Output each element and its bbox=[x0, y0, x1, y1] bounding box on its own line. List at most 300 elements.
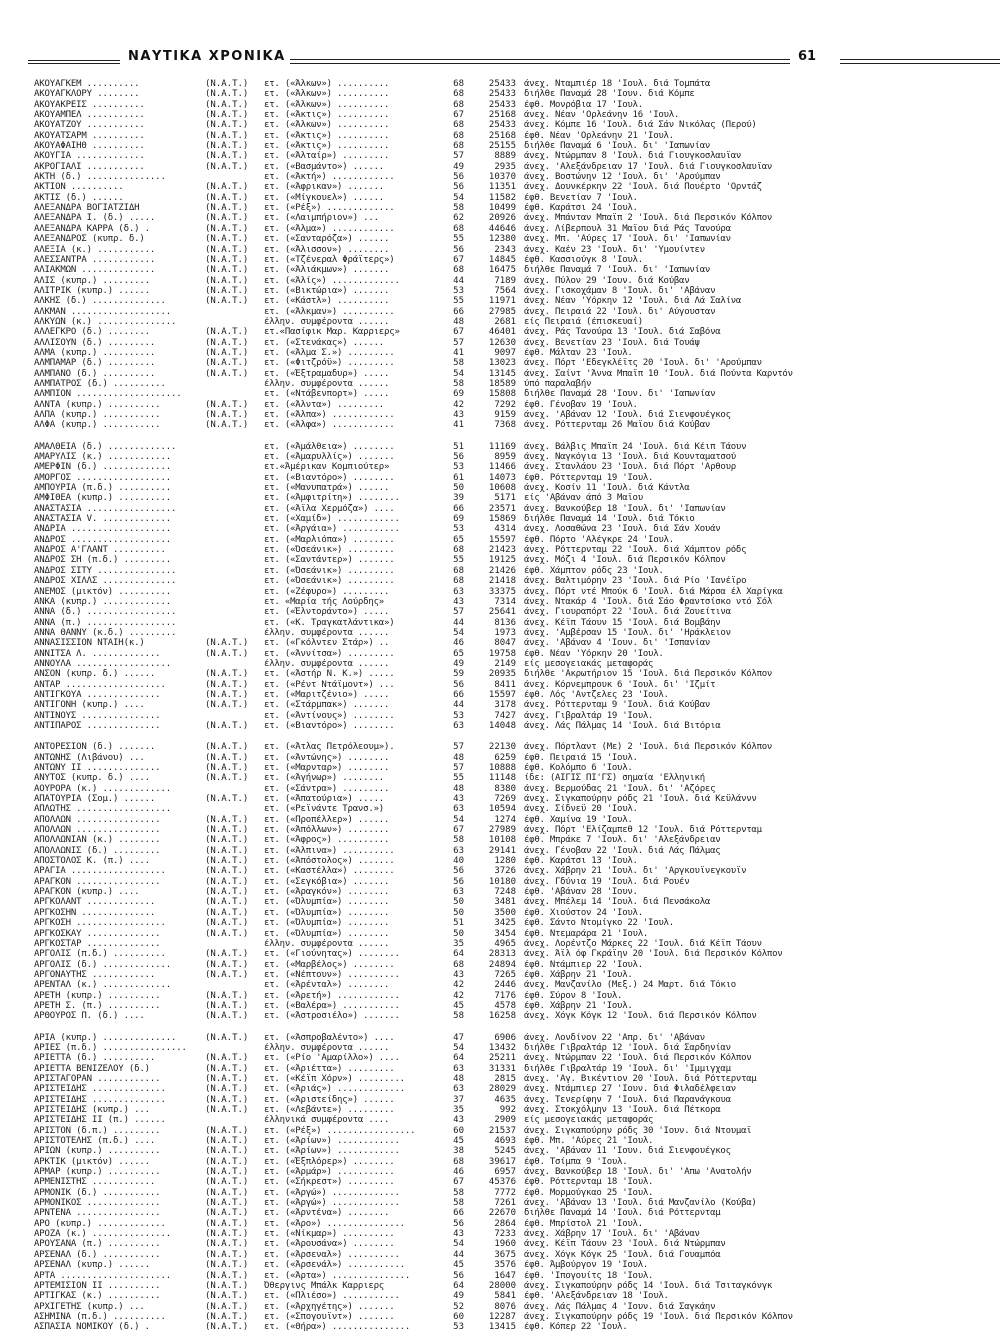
flag-code: (N.A.T.) bbox=[205, 1105, 249, 1115]
ship-name: ΑΠΑΤΟΥΡΙΑ (Σομ.) ...... bbox=[34, 794, 156, 805]
listing-row bbox=[0, 669, 1000, 679]
ship-name: ΑΡΓΚΟΣΚΑΫ .............. bbox=[34, 928, 161, 939]
build-year: 53 bbox=[453, 524, 464, 535]
ship-name: ΑΜΑΡΥΛΙΣ (κ.) ............ bbox=[34, 452, 171, 463]
movement-note: διήλθε Γιβραλτάρ 12 'Ιουλ. διά Σαρδηνίαν bbox=[524, 1042, 731, 1053]
owner-agent: ετ. («Προπέλλερ») ...... bbox=[264, 814, 390, 825]
build-year: 42 bbox=[453, 990, 464, 1001]
build-year: 43 bbox=[453, 596, 464, 607]
listing-row bbox=[0, 680, 1000, 690]
movement-note: άνεχ. Χόγκ Κόγκ 25 'Ιουλ. διά Γουαμπόα bbox=[524, 1249, 721, 1260]
owner-agent: ετ. («Άριστείδης») ...... bbox=[264, 1094, 395, 1105]
tonnage: 7248 bbox=[494, 887, 516, 898]
movement-note: διήλθε 'Ακρωτήριον 15 'Ιουλ. διά Περσικόν Κόλπον bbox=[524, 669, 773, 680]
tonnage: 21423 bbox=[488, 545, 516, 556]
flag-code: (N.A.T.) bbox=[205, 1063, 249, 1074]
ship-name: ΑΝΤΩΝΗΣ (Λιβάνου) ... bbox=[34, 752, 145, 763]
build-year: 69 bbox=[453, 514, 464, 525]
tonnage: 7189 bbox=[494, 275, 516, 286]
tonnage: 1960 bbox=[494, 1239, 516, 1250]
listing-row bbox=[0, 721, 1000, 731]
owner-agent: ετ. («Σαντάντερ») ....... bbox=[264, 555, 395, 566]
movement-note: άνεχ. Κέϊπ Τάουν 23 'Ιουλ. διά Ντώρμπαν bbox=[524, 1239, 726, 1250]
build-year: 56 bbox=[453, 244, 464, 255]
owner-agent: ετ. («Άλντα») ......... bbox=[264, 399, 385, 410]
ship-name: ΑΝΤΙΝΟΥΣ ............... bbox=[34, 710, 161, 721]
build-year: 56 bbox=[453, 876, 464, 887]
owner-agent: ετ. («Βιαντόρο») ........ bbox=[264, 720, 395, 731]
ship-name: ΑΛΚΥΩΝ (κ.) ............... bbox=[34, 316, 177, 327]
tonnage: 7314 bbox=[494, 596, 516, 607]
page-header bbox=[28, 42, 828, 74]
owner-agent: έλλην. συμφέροντα ...... bbox=[264, 378, 390, 389]
tonnage: 8047 bbox=[494, 638, 516, 649]
listing-row bbox=[0, 825, 1000, 835]
tonnage: 29141 bbox=[488, 845, 516, 856]
build-year: 54 bbox=[453, 192, 464, 203]
listing-row bbox=[0, 1208, 1000, 1218]
build-year: 63 bbox=[453, 720, 464, 731]
owner-agent: Όθεργινς Μπάλκ Καρριερς bbox=[264, 1280, 385, 1291]
owner-agent: ετ. («Άφρος») .......... bbox=[264, 835, 390, 846]
flag-code: (N.A.T.) bbox=[205, 763, 249, 773]
build-year: 55 bbox=[453, 234, 464, 245]
owner-agent: ετ. («Κέϊπ Χόρν») ......... bbox=[264, 1073, 405, 1084]
flag-code: (N.A.T.) bbox=[205, 700, 249, 711]
build-year: 42 bbox=[453, 399, 464, 410]
ship-name: ΑΡΤΕΜΙΣΙΟΝ ΙΙ .......... bbox=[34, 1280, 161, 1291]
owner-agent: ετ. («Άλισσον») ........ bbox=[264, 244, 390, 255]
tonnage: 7265 bbox=[494, 969, 516, 980]
ship-name: ΑΛΝΤΑ (κυπρ.) .......... bbox=[34, 399, 161, 410]
tonnage: 4578 bbox=[494, 1000, 516, 1011]
ship-name: ΑΡΕΤΗ Σ. (π.) .......... bbox=[34, 1000, 161, 1011]
listing-row bbox=[0, 742, 1000, 752]
ship-name: ΑΝΝΑΣΙΣΣΙΟΝ ΝΤΑΙΗ(κ.) bbox=[34, 638, 145, 649]
tonnage: 11582 bbox=[488, 192, 516, 203]
tonnage: 10608 bbox=[488, 483, 516, 494]
owner-agent: ετ. («Άστήρ Ν. Κ.») ..... bbox=[264, 669, 395, 680]
owner-agent: ετ. («Άρετή») ............ bbox=[264, 990, 400, 1001]
listing-row bbox=[0, 618, 1000, 628]
listing-row bbox=[0, 1322, 1000, 1332]
tonnage: 13145 bbox=[488, 368, 516, 379]
listing-row bbox=[0, 576, 1000, 586]
movement-note: άνεχ. Πόρτ 'Ελίζαμπεθ 12 'Ιουλ. διά Ρόττερνταμ bbox=[524, 825, 762, 836]
listing-row bbox=[0, 587, 1000, 597]
build-year: 68 bbox=[453, 265, 464, 276]
listing-row bbox=[0, 420, 1000, 430]
flag-code: (N.A.T.) bbox=[205, 1094, 249, 1105]
build-year: 62 bbox=[453, 213, 464, 224]
movement-note: είς Πειραιά (έπισκευαί) bbox=[524, 316, 643, 327]
build-year: 48 bbox=[453, 783, 464, 794]
flag-code: (N.A.T.) bbox=[205, 358, 249, 369]
build-year: 56 bbox=[453, 1270, 464, 1281]
owner-agent: ετ. («Μίγκουελ») ...... bbox=[264, 192, 385, 203]
owner-agent: ετ. («Άκτις») .......... bbox=[264, 141, 390, 152]
build-year: 43 bbox=[453, 969, 464, 980]
owner-agent: ετ. («Άλπινα») .......... bbox=[264, 845, 395, 856]
listing-row bbox=[0, 804, 1000, 814]
tonnage: 16475 bbox=[488, 265, 516, 276]
ship-name: ΑΛΠΑ (κυπρ.) ........... bbox=[34, 410, 161, 420]
flag-code: (N.A.T.) bbox=[205, 856, 249, 867]
ship-name: ΑΚΤΙΟΝ .......... bbox=[34, 182, 124, 193]
flag-code: (N.A.T.) bbox=[205, 285, 249, 296]
build-year: 41 bbox=[453, 347, 464, 358]
listing-row bbox=[0, 79, 1000, 89]
flag-code: (N.A.T.) bbox=[205, 1073, 249, 1084]
ship-name: ΑΝΤΑΡ ................... bbox=[34, 679, 166, 690]
tonnage: 44646 bbox=[488, 223, 516, 234]
flag-code: (N.A.T.) bbox=[205, 1218, 249, 1229]
ship-name: ΑΡΜΟΝΙΚ (δ.) ........... bbox=[34, 1187, 161, 1198]
flag-code: (N.A.T.) bbox=[205, 368, 249, 379]
listing-row bbox=[0, 1043, 1000, 1053]
owner-agent: ετ. («Άλμα Σ.») ......... bbox=[264, 347, 395, 358]
ship-name: ΑΡΓΟΛΙΣ (δ.) ............. bbox=[34, 959, 171, 970]
listing-row bbox=[0, 286, 1000, 296]
listing-row bbox=[0, 773, 1000, 783]
movement-note: άνεχ. Χόγκ Κόγκ 12 'Ιουλ. διά Περσικόν Κόλπον bbox=[524, 1011, 757, 1022]
tonnage: 5171 bbox=[494, 493, 516, 504]
flag-code: (N.A.T.) bbox=[205, 223, 249, 234]
flag-code: (N.A.T.) bbox=[205, 89, 249, 100]
build-year: 42 bbox=[453, 980, 464, 991]
movement-note: άνεχ. Γιβραλτάρ 19 'Ιουλ. bbox=[524, 710, 654, 721]
owner-agent: έλλην. συμφέροντα ...... bbox=[264, 316, 390, 327]
flag-code: (N.A.T.) bbox=[205, 182, 249, 193]
listing-row bbox=[0, 89, 1000, 99]
ship-name: ΑΝΝΙΤΣΑ Λ. ............. bbox=[34, 648, 161, 659]
ship-name: ΑΝΔΡΟΣ ΧΙΛΛΣ .............. bbox=[34, 576, 177, 587]
listing-row bbox=[0, 1115, 1000, 1125]
listing-row bbox=[0, 794, 1000, 804]
listing-row bbox=[0, 835, 1000, 845]
tonnage: 9097 bbox=[494, 347, 516, 358]
ship-name: ΑΝΑΣΤΑΣΙΑ ................. bbox=[34, 503, 177, 514]
ship-name: ΑΛΜΠΑΝΟ (δ.) .......... bbox=[34, 368, 156, 379]
tonnage: 7564 bbox=[494, 285, 516, 296]
tonnage: 21418 bbox=[488, 576, 516, 587]
listing-row bbox=[0, 151, 1000, 161]
owner-agent: ετ. («Ρέξ») ............. bbox=[264, 203, 395, 214]
tonnage: 7176 bbox=[494, 990, 516, 1001]
tonnage: 15808 bbox=[488, 389, 516, 400]
ship-name: ΑΡΜΕΝΙΣΤΗΣ ............ bbox=[34, 1177, 156, 1188]
tonnage: 2343 bbox=[494, 244, 516, 255]
ship-name: ΑΡΘΟΥΡΟΣ Π. (δ.) .... bbox=[34, 1011, 145, 1022]
ship-name: ΑΚΡΟΓΙΑΛΙ ........... bbox=[34, 161, 145, 172]
flag-code: (N.A.T.) bbox=[205, 1229, 249, 1240]
owner-agent: ετ. («Άντώνης») ........ bbox=[264, 752, 390, 763]
tonnage: 3500 bbox=[494, 907, 516, 918]
flag-code: (N.A.T.) bbox=[205, 234, 249, 245]
ship-name: ΑΣΠΑΣΙΑ ΝΟΜΙΚΟΥ (δ.) . bbox=[34, 1322, 150, 1333]
tonnage: 8076 bbox=[494, 1301, 516, 1312]
listing-row bbox=[0, 1167, 1000, 1177]
owner-agent: ετ. («Άγήνωρ») ........ bbox=[264, 773, 385, 784]
listing-row bbox=[0, 763, 1000, 773]
movement-note: έφθ. Μορμούγκαο 25 'Ιουλ. bbox=[524, 1187, 654, 1198]
ship-name: ΑΝΣΟΝ (κυπρ. δ.) ...... bbox=[34, 669, 156, 680]
build-year: 68 bbox=[453, 79, 464, 89]
movement-note: άνεχ. Ντώρμπαν 22 'Ιουλ. διά Περσικόν Κόλπον bbox=[524, 1053, 752, 1064]
owner-agent: ετ. («Χαμίδ») ............ bbox=[264, 514, 400, 525]
owner-agent: ετ. («Άσπροβαλέντο») .... bbox=[264, 1032, 395, 1043]
tonnage: 13023 bbox=[488, 358, 516, 369]
build-year: 53 bbox=[453, 462, 464, 473]
build-year: 39 bbox=[453, 493, 464, 504]
tonnage: 24894 bbox=[488, 959, 516, 970]
tonnage: 4965 bbox=[494, 938, 516, 949]
build-year: 50 bbox=[453, 483, 464, 494]
movement-note: έφθ. Βενετίαν 7 'Ιουλ. bbox=[524, 192, 638, 203]
ship-name: ΑΜΕΡΦΙΝ (δ.) ............. bbox=[34, 462, 171, 473]
ship-name: ΑΡΙΕΤΤΑ ΒΕΝΙΖΕΛΟΥ (δ.) bbox=[34, 1063, 150, 1074]
owner-agent: ετ. («Όσεάνικ») ......... bbox=[264, 565, 395, 576]
owner-agent: ετ. («Φιτζρόϋ») ......... bbox=[264, 358, 395, 369]
tonnage: 4693 bbox=[494, 1136, 516, 1147]
ship-name: ΑΡΙΑ (κυπρ.) .............. bbox=[34, 1032, 177, 1043]
ship-name: ΑΛΜΠΑΤΡΟΣ (δ.) .......... bbox=[34, 378, 166, 389]
movement-note: άνεχ. Βανκούβερ 18 'Ιουλ. δι' 'Απω 'Ανατολήν bbox=[524, 1167, 752, 1178]
listing-row bbox=[0, 1084, 1000, 1094]
owner-agent: ετ. («Ρέντ Ντάϊμοντ») ... bbox=[264, 679, 395, 690]
listing-row bbox=[0, 442, 1000, 452]
listing-row bbox=[0, 338, 1000, 348]
owner-agent: έλλην. συμφέροντα ...... bbox=[264, 658, 390, 669]
flag-code: (N.A.T.) bbox=[205, 141, 249, 152]
tonnage: 27989 bbox=[488, 825, 516, 836]
tonnage: 3178 bbox=[494, 700, 516, 711]
movement-note: άνεχ. Κόρνεμπρουκ 6 'Ιουλ. δι' 'Ιζμίτ bbox=[524, 679, 716, 690]
tonnage: 15597 bbox=[488, 534, 516, 545]
tonnage: 11466 bbox=[488, 462, 516, 473]
owner-agent: ετ. («Έλντοράντο») ..... bbox=[264, 607, 390, 618]
ship-name: ΑΛΕΞΑΝΔΡΟΣ (κυπρ. δ.) bbox=[34, 234, 145, 245]
ship-name: ΑΚΟΥΑΤΖΟΥ ........... bbox=[34, 120, 145, 131]
owner-agent: ετ. («Άρντένα») ........ bbox=[264, 1208, 390, 1219]
movement-note: έφθ. Νέαν 'Ορλεάνην 21 'Ιουλ. bbox=[524, 130, 674, 141]
build-year: 44 bbox=[453, 1249, 464, 1260]
movement-note: άνεχ. Δουνκέρκην 22 'Ιουλ. διά Πουέρτο 'Ορντάζ bbox=[524, 182, 762, 193]
build-year: 44 bbox=[453, 617, 464, 628]
listing-row bbox=[0, 1188, 1000, 1198]
ship-name: ΑΡΜΑΡ (κυπρ.) .......... bbox=[34, 1167, 161, 1178]
listing-row bbox=[0, 172, 1000, 182]
tonnage: 20926 bbox=[488, 213, 516, 224]
tonnage: 25433 bbox=[488, 79, 516, 89]
movement-note: έφθ. Καράτσι 13 'Ιουλ. bbox=[524, 856, 638, 867]
listing-row bbox=[0, 213, 1000, 223]
flag-code: (N.A.T.) bbox=[205, 1000, 249, 1011]
movement-note: έφθ. Πειραιά 15 'Ιουλ. bbox=[524, 752, 638, 763]
owner-agent: ετ. («Άπόστολος») ....... bbox=[264, 856, 395, 867]
build-year: 49 bbox=[453, 1291, 464, 1302]
ship-name: ΑΝΥΤΟΣ (κυπρ. δ.) .... bbox=[34, 773, 150, 784]
ship-name: ΑΡΣΕΝΑΛ (δ.) ........... bbox=[34, 1249, 161, 1260]
ship-name: ΑΛΕΞΑΝΔΡΑ ΚΑΡΡΑ (δ.) . bbox=[34, 223, 150, 234]
owner-agent: ετ. («Λεβάντε») ......... bbox=[264, 1105, 395, 1115]
movement-note: άνεχ. Ντάμπιερ 27 'Ιουν. διά Φιλαδέλφειαν bbox=[524, 1084, 736, 1095]
tonnage: 25433 bbox=[488, 99, 516, 110]
listing-group bbox=[0, 442, 1000, 732]
ship-name: ΑΡΟ (κυπρ.) ............. bbox=[34, 1218, 166, 1229]
flag-code: (N.A.T.) bbox=[205, 742, 249, 753]
flag-code: (N.A.T.) bbox=[205, 327, 249, 338]
tonnage: 10180 bbox=[488, 876, 516, 887]
flag-code: (N.A.T.) bbox=[205, 1084, 249, 1095]
listing-row bbox=[0, 555, 1000, 565]
ship-name: ΑΠΟΛΛΩΝΙΑΝ (κ.) ........ bbox=[34, 835, 161, 846]
movement-note: άνεχ. 'Αγ. Βικέντιον 20 'Ιουλ. διά Ρόττερνταμ bbox=[524, 1073, 757, 1084]
movement-note: άνεχ. Πόρτ 'Εδεγκλέϊτς 20 'Ιουλ. δι' 'Αρούμπαν bbox=[524, 358, 762, 369]
movement-note: άνεχ. Λονδίνον 22 'Απρ. δι' 'Αβάναν bbox=[524, 1032, 705, 1043]
flag-code: (N.A.T.) bbox=[205, 1311, 249, 1322]
owner-agent: έλλην. συμφέροντα ...... bbox=[264, 627, 390, 638]
tonnage: 19125 bbox=[488, 555, 516, 566]
ship-name: ΑΡΣΕΝΑΛ (κυπρ.) ...... bbox=[34, 1260, 150, 1271]
tonnage: 21537 bbox=[488, 1125, 516, 1136]
listing-row bbox=[0, 1271, 1000, 1281]
tonnage: 28000 bbox=[488, 1280, 516, 1291]
build-year: 68 bbox=[453, 545, 464, 556]
ship-name: ΑΝΝΟΥΛΑ .................. bbox=[34, 658, 171, 669]
build-year: 65 bbox=[453, 648, 464, 659]
flag-code: (N.A.T.) bbox=[205, 814, 249, 825]
flag-code: (N.A.T.) bbox=[205, 1260, 249, 1271]
tonnage: 4314 bbox=[494, 524, 516, 535]
movement-note: έφθ. Σύρον 8 'Ιουλ. bbox=[524, 990, 623, 1001]
tonnage: 12380 bbox=[488, 234, 516, 245]
tonnage: 11971 bbox=[488, 296, 516, 307]
owner-agent: ετ. («Σάντρα») ......... bbox=[264, 783, 390, 794]
movement-note: διήλθε Γιβραλτάρ 19 'Ιουλ. δι' 'Ιμμιγχαμ bbox=[524, 1063, 731, 1074]
ship-name: ΑΟΥΡΟΡΑ (κ.) ............. bbox=[34, 783, 171, 794]
tonnage: 9159 bbox=[494, 410, 516, 420]
movement-note: έφθ. Λός 'Αντζελες 23 'Ιουλ. bbox=[524, 689, 669, 700]
flag-code: (N.A.T.) bbox=[205, 1239, 249, 1250]
build-year: 45 bbox=[453, 1136, 464, 1147]
listing-row bbox=[0, 1260, 1000, 1270]
tonnage: 23571 bbox=[488, 503, 516, 514]
listing-row bbox=[0, 203, 1000, 213]
ship-name: ΑΝΤΙΓΟΝΗ (κυπρ.) .... bbox=[34, 700, 145, 711]
movement-note: άνεχ. Νέαν 'Υόρκην 12 'Ιουλ. διά Λά Σαλίνα bbox=[524, 296, 742, 307]
tonnage: 28313 bbox=[488, 949, 516, 960]
owner-agent: ετ. («Λαιμπήριον») ... bbox=[264, 213, 379, 224]
owner-agent: ετ. («Πλιέσο») ........... bbox=[264, 1291, 400, 1302]
movement-note: έφθ. Σάντο Ντομίγκο 22 'Ιουλ. bbox=[524, 918, 674, 929]
owner-agent: ετ. («Άρσεναλ») .......... bbox=[264, 1249, 400, 1260]
ship-name: ΑΝΔΡΙΑ ................... bbox=[34, 524, 171, 535]
owner-agent: ετ. («Βαλέρα») ........... bbox=[264, 1000, 400, 1011]
ship-name: ΑΡΜΟΝΙΚΟΣ .............. bbox=[34, 1198, 161, 1209]
build-year: 38 bbox=[453, 1146, 464, 1157]
listing-row bbox=[0, 991, 1000, 1001]
owner-agent: ετ. («Βασμάντο») ...... bbox=[264, 161, 385, 172]
listing-row bbox=[0, 1095, 1000, 1105]
build-year: 57 bbox=[453, 337, 464, 348]
ship-name: ΑΡΑΓΚΟΝ ................ bbox=[34, 876, 161, 887]
tonnage: 14073 bbox=[488, 472, 516, 483]
listing-row bbox=[0, 379, 1000, 389]
listing-row bbox=[0, 638, 1000, 648]
owner-agent: ετ. («Άλμα») ............ bbox=[264, 223, 395, 234]
movement-note: άνεχ. Μανζανίλο (Μεξ.) 24 Μαρτ. διά Τόκιο bbox=[524, 980, 736, 991]
tonnage: 2864 bbox=[494, 1218, 516, 1229]
flag-code: (N.A.T.) bbox=[205, 648, 249, 659]
movement-note: ύπό παραλαβήν bbox=[524, 378, 592, 389]
owner-agent: ετ. («Μαριτζένιο») ..... bbox=[264, 689, 390, 700]
tonnage: 7292 bbox=[494, 399, 516, 410]
flag-code: (N.A.T.) bbox=[205, 1053, 249, 1064]
build-year: 57 bbox=[453, 607, 464, 618]
owner-agent: ετ. («Άρένταλ») ........ bbox=[264, 980, 390, 991]
movement-note: άνεχ. Σαίντ 'Άννα Μπαϊπ 10 'Ιουλ. διά Πούντα Καρντόν bbox=[524, 368, 793, 379]
movement-note: άνεχ. 'Αβάναν 12 'Ιουλ. διά Σιενφουέγκος bbox=[524, 410, 731, 420]
owner-agent: ετ. («Άριάς») ............. bbox=[264, 1084, 405, 1095]
movement-note: έφθ. Χιούστον 24 'Ιουλ. bbox=[524, 907, 643, 918]
flag-code: (N.A.T.) bbox=[205, 845, 249, 856]
movement-note: έφθ. Ρόττερνταμ 19 'Ιουλ. bbox=[524, 472, 654, 483]
tonnage: 27985 bbox=[488, 306, 516, 317]
build-year: 60 bbox=[453, 1311, 464, 1322]
listing-row bbox=[0, 462, 1000, 472]
build-year: 63 bbox=[453, 1084, 464, 1095]
build-year: 63 bbox=[453, 1063, 464, 1074]
listing-group bbox=[0, 742, 1000, 1021]
movement-note: άνεχ. Λίβερπουλ 31 Μαΐου διά Ράς Τανούρα bbox=[524, 223, 731, 234]
build-year: 51 bbox=[453, 441, 464, 452]
flag-code: (N.A.T.) bbox=[205, 130, 249, 141]
flag-code: (N.A.T.) bbox=[205, 907, 249, 918]
owner-agent: ετ. («Όλυμπία») ........ bbox=[264, 928, 390, 939]
ship-name: ΑΡΕΝΤΑΛ (κ.) ............. bbox=[34, 980, 171, 991]
build-year: 48 bbox=[453, 752, 464, 763]
ship-name: ΑΠΛΩΤΗΣ .................. bbox=[34, 804, 171, 815]
build-year: 59 bbox=[453, 669, 464, 680]
listing-row bbox=[0, 389, 1000, 399]
listing-row bbox=[0, 452, 1000, 462]
movement-note: είς 'Αβάναν άπό 3 Μαΐου bbox=[524, 493, 643, 504]
tonnage: 992 bbox=[499, 1105, 516, 1115]
listing-row bbox=[0, 1136, 1000, 1146]
build-year: 37 bbox=[453, 1094, 464, 1105]
flag-code: (N.A.T.) bbox=[205, 161, 249, 172]
ship-name: ΑΡΧΙΓΕΤΗΣ (κυπρ.) ... bbox=[34, 1301, 145, 1312]
build-year: 54 bbox=[453, 368, 464, 379]
owner-agent: ετ. («Όλυμπία») ........ bbox=[264, 897, 390, 908]
tonnage: 25433 bbox=[488, 120, 516, 131]
movement-note: έφθ. Καράτσι 24 'Ιουλ. bbox=[524, 203, 638, 214]
flag-code: (N.A.T.) bbox=[205, 1146, 249, 1157]
movement-note: είς μεσογειακάς μεταφοράς bbox=[524, 658, 654, 669]
listing-row bbox=[0, 980, 1000, 990]
listing-row bbox=[0, 1291, 1000, 1301]
flag-code: (N.A.T.) bbox=[205, 79, 249, 89]
movement-note: άνεχ. Μπάνταν Μπαϊπ 2 'Ιουλ. διά Περσικόν Κόλπον bbox=[524, 213, 773, 224]
tonnage: 12630 bbox=[488, 337, 516, 348]
listing-row bbox=[0, 141, 1000, 151]
ship-name: ΑΛΕΣΣΑΝΤΡΑ ............ bbox=[34, 254, 156, 265]
listing-row bbox=[0, 607, 1000, 617]
ship-name: ΑΜΑΛΘΕΙΑ (δ.) ............. bbox=[34, 441, 177, 452]
movement-note: άνεχ. Λάς Πάλμας 4 'Ιουν. διά Σαγκάην bbox=[524, 1301, 716, 1312]
movement-note: άνεχ. Άϊλ όφ Γκράϊην 20 'Ιουλ. διά Περσικόν Κόλπον bbox=[524, 949, 783, 960]
